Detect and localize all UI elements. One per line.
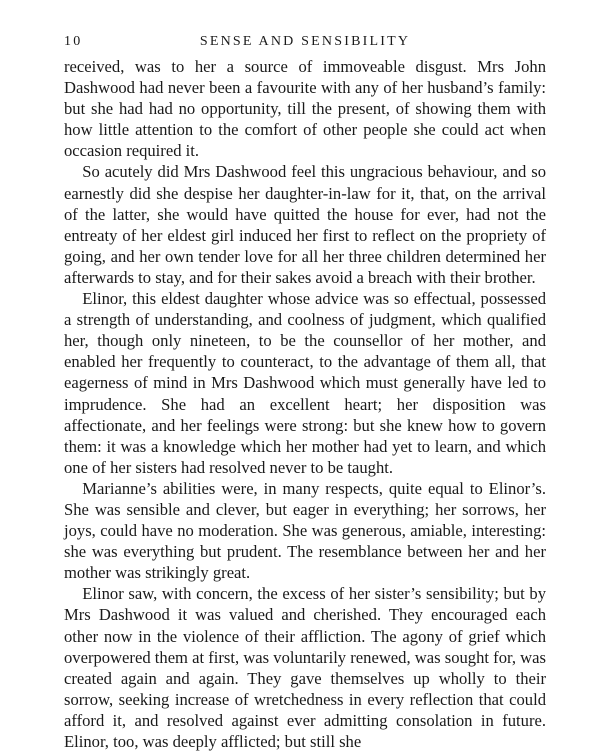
paragraph: Elinor, this eldest daughter whose advice was so effectual, possessed a strength of understanding, and coolness of judgment, which qualified her, though only nineteen, to be the counsellor of her mother, and enabled her frequently to counteract, to the advantage of them all, that eagerness of mind in Mrs Dashwood which must generally have led to imprudence. She had an excellent heart; her disposition was affectionate, and her feelings were strong: but she knew how to govern them: it was a knowledge which her mother had yet to learn, and which one of her sisters had resolved never to be taught. [64, 289, 546, 477]
paragraph-continuation: received, was to her a source of immoveable disgust. Mrs John Dashwood had never been a favourite with any of her husband’s family: but she had had no opportunity, till the present, of showing them with how little attention to the comfort of other people she could act when occasion required it. [64, 57, 546, 161]
page-number: 10 [64, 34, 83, 49]
body-text [64, 56, 546, 752]
running-head [64, 34, 546, 56]
paragraph: So acutely did Mrs Dashwood feel this ungracious behaviour, and so earnestly did she despise her daughter-in-law for it, that, on the arrival of the latter, she would have quitted the house for ever, had not the entreaty of her eldest girl induced her first to reflect on the propriety of going, and her own tender love for all her three children determined her afterwards to stay, and for their sakes avoid a breach with their brother. [64, 162, 546, 287]
paragraph: Elinor saw, with concern, the excess of her sister’s sensibility; but by Mrs Dashwood it was valued and cherished. They encouraged each other now in the violence of their affliction. The agony of grief which overpowered them at first, was voluntarily renewed, was sought for, was created again and again. They gave themselves up wholly to their sorrow, seeking increase of wretchedness in every reflection that could afford it, and resolved against ever admitting consolation in future. Elinor, too, was deeply afflicted; but still she [64, 584, 546, 751]
book-title: SENSE AND SENSIBILITY [199, 34, 411, 49]
paragraph: Marianne’s abilities were, in many respects, quite equal to Elinor’s. She was sensible and clever, but eager in everything; her sorrows, her joys, could have no moderation. She was generous, amiable, interesting: she was everything but prudent. The resemblance between her and her mother was strikingly great. [64, 478, 546, 583]
book-page [64, 34, 546, 752]
